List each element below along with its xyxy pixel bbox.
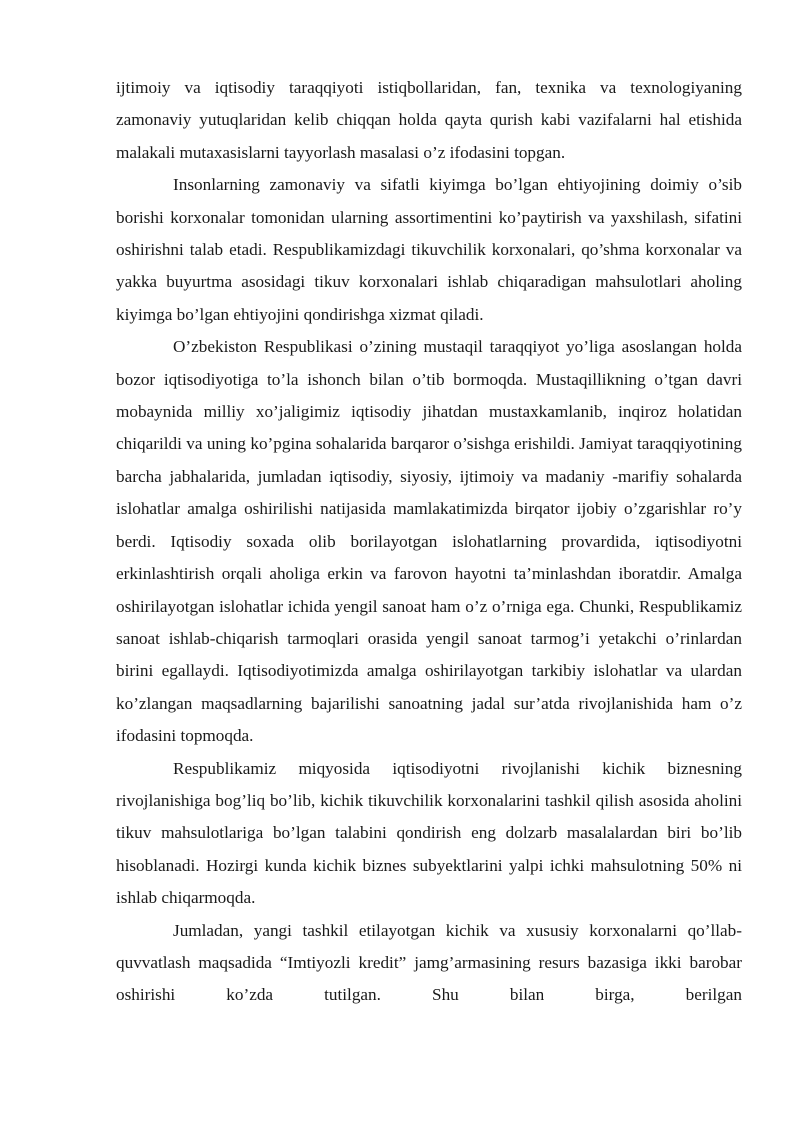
paragraph-uzbekistan-economy: O’zbekiston Respublikasi o’zining mustaqil taraqqiyot yo’liga asoslangan holda bozor iqtisodiyotiga to’la ishonch bilan o’tib bormoqda. Mustaqillikning o’tgan davri mobaynida milliy xo’jaligimiz iqtisodiy jihatdan mustaxkamlanib, inqiroz holatidan chiqarildi va uning ko’pgina sohalarida barqaror o’sishga erishildi. Jamiyat taraqqiyotining barcha jabhalarida, jumladan iqtisodiy, siyosiy, ijtimoiy va madaniy -marifiy sohalarda islohatlar amalga oshirilishi natijasida mamlakatimizda birqator ijobiy o’zgarishlar ro’y berdi. Iqtisodiy soxada olib borilayotgan islohatlarning provardida, iqtisodiyotni erkinlashtirish orqali aholiga erkin va farovon hayotni ta’minlashdan iboratdir. Amalga oshirilayotgan islohatlar ichida yengil sanoat ham o’z o’rniga ega. Chunki, Respublikamiz sanoat ishlab-chiqarish tarmoqlari orasida yengil sanoat tarmog’i yetakchi o’rinlardan birini egallaydi. Iqtisodiyotimizda amalga oshirilayotgan tarkibiy islohatlar va ulardan ko’zlangan maqsadlarning bajarilishi sanoatning jadal sur’atda rivojlanishida ham o’z ifodasini topmoqda. [116,337,742,746]
paragraph-clothing-demand: Insonlarning zamonaviy va sifatli kiyimga bo’lgan ehtiyojining doimiy o’sib borishi korxonalar tomonidan ularning assortimentini ko’paytirish va yaxshilash, sifatini oshirishni talab etadi. Respublikamizdagi tikuvchilik korxonalari, qo’shma korxonalar va yakka buyurtma asosidagi tikuv korxonalari ishlab chiqaradigan mahsulotlari aholing kiyimga bo’lgan ehtiyojini qondirishga xizmat qiladi. [116,175,742,324]
paragraph-small-business: Respublikamiz miqyosida iqtisodiyotni rivojlanishi kichik biznesning rivojlanishiga bog’liq bo’lib, kichik tikuvchilik korxonalarini tashkil qilish asosida aholini tikuv mahsulotlariga bo’lgan talabini qondirish eng dolzarb masalalardan biri bo’lib hisoblanadi. Hozirgi kunda kichik biznes subyektlarini yalpi ichki mahsulotning 50% ni ishlab chiqarmoqda. [116,758,742,908]
paragraph-continuation: ijtimoiy va iqtisodiy taraqqiyoti istiqbollaridan, fan, texnika va texnologiyaning zamonaviy yutuqlaridan kelib chiqqan holda qayta qurish kabi vazifalarni hal etishida malakali mutaxasislarni tayyorlash masalasi o’z ifodasini topgan. [116,78,742,162]
paragraph-credit-fund: Jumladan, yangi tashkil etilayotgan kichik va xususiy korxonalarni qo’llab-quvvatlash maqsadida “Imtiyozli kredit” jamg’armasining resurs bazasiga ikki barobar oshirishi ko’zda tutilgan. Shu bilan birga, berilgan [116,920,742,1005]
document-page [116,72,742,1012]
